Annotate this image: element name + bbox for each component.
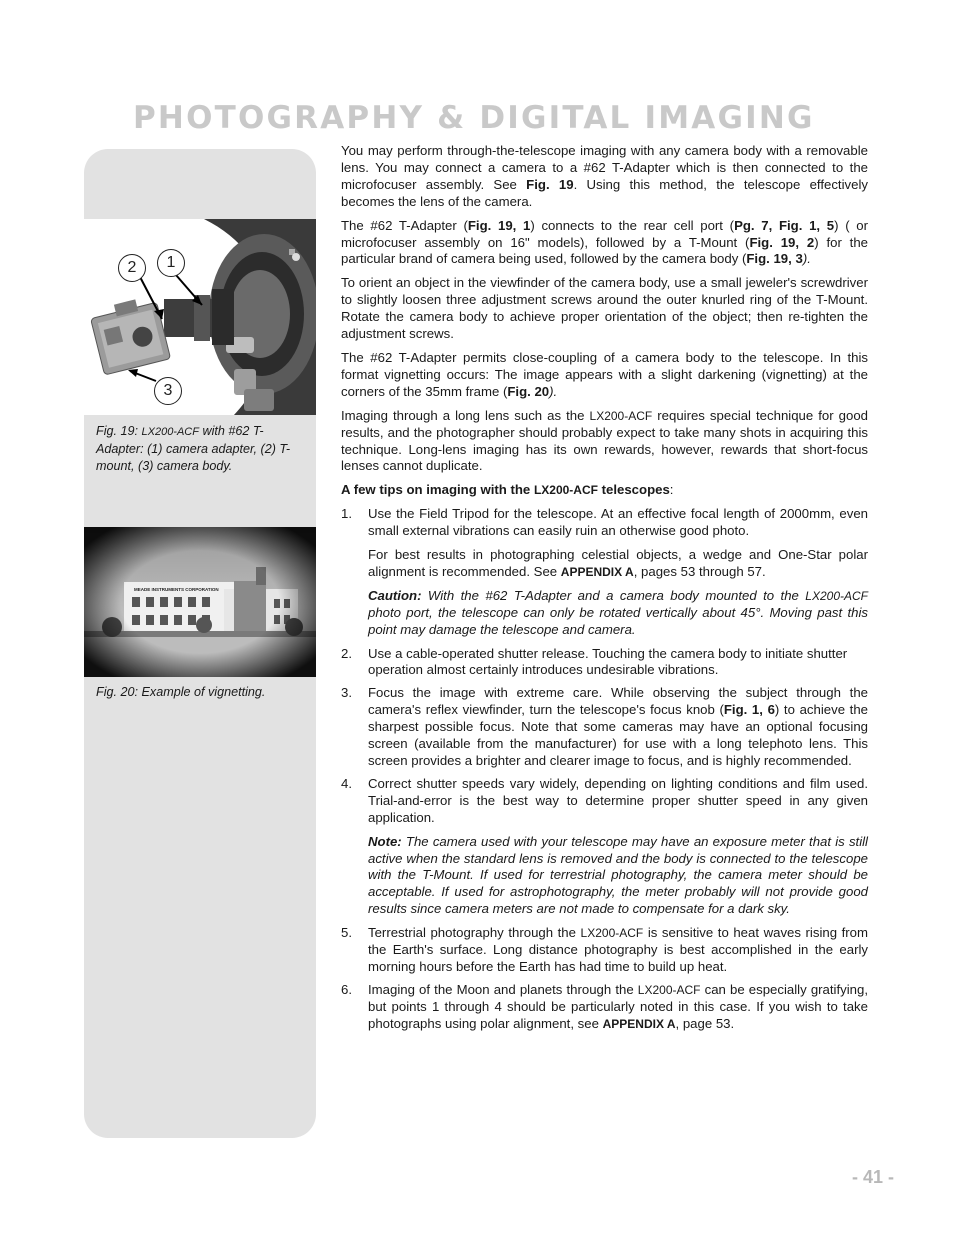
callout-2: 2 [118, 254, 146, 282]
tips-list [341, 506, 868, 1032]
figure-19-caption: Fig. 19: LX200-ACF with #62 T-Adapter: (1) camera adapter, (2) T-mount, (3) camera body. [96, 424, 291, 473]
tips-heading: A few tips on imaging with the LX200-ACF telescopes: [341, 482, 674, 498]
list-item: 1. Use the Field Tripod for the telescope. At an effective focal length of 2000mm, even small external vibrations can easily ruin an otherwise good photo. For best results in photographing celestial objects, a wedge and One-Star polar alignment is recommended. See APPENDIX A, pages 53 through 57. Caution: With the #62 T-Adapter and a camera body mounted to the LX200-ACF photo port, the telescope can only be rotated vertically about 45°. Moving past this point may damage the telescope and camera. [341, 506, 868, 637]
list-item: 3. Focus the image with extreme care. While observing the subject through the camera's reflex viewfinder, turn the telescope's focus knob (Fig. 1, 6) to achieve the sharpest possible focus. Note that some cameras may have an optional focusing screen (available from the manufacturer) for use with a long telephoto lens. This screen provides a brighter and clearer image to focus, and is highly recommended. [341, 685, 868, 768]
caution-note: Caution: With the #62 T-Adapter and a camera body mounted to the LX200-ACF photo port, the telescope can only be rotated vertically about 45°. Moving past this point may damage the telescope and camera. [368, 587, 868, 637]
callout-3: 3 [154, 377, 182, 405]
main-text-column [341, 143, 868, 1039]
paragraph-t-adapter: The #62 T-Adapter (Fig. 19, 1) connects to the rear cell port (Pg. 7, Fig. 1, 5) ( or microfocuser assembly on 16" models), followed by a T-Mount (Fig. 19, 2) for the particular brand of camera being used, followed by the camera body (Fig. 19, 3). [341, 217, 868, 267]
list-item: 4. Correct shutter speeds vary widely, depending on lighting conditions and film used. Trial-and-error is the best way to determine proper shutter speed in any given application. Note: The camera used with your telescope may have an exposure meter that is still active when the standard lens is removed and the body is connected to the telescope with the T-Mount. If used for terrestrial photography, the camera meter should be acceptable. If used for astrophotography, the meter probably will not provide good results since camera meters are not made to compensate for a dark sky. [341, 775, 868, 917]
list-item: 5. Terrestrial photography through the LX200-ACF is sensitive to heat waves rising from the Earth's surface. Long distance photography is best accomplished in the early morning hours before the Earth has had time to build up heat. [341, 925, 868, 974]
telescope-camera-illustration [84, 219, 316, 415]
exposure-meter-note: Note: The camera used with your telescope may have an exposure meter that is still active when the standard lens is removed and the body is connected to the telescope with the T-Mount. If used for terrestrial photography, the camera meter should be acceptable. If used for astrophotography, the meter probably will not provide good results since camera meters are not made to compensate for a dark sky. [368, 833, 868, 917]
paragraph-vignetting: The #62 T-Adapter permits close-coupling of a camera body to the telescope. In this format vignetting occurs: The image appears with a slight darkening (vignetting) at the corners of the 35mm frame (Fig. 20). [341, 349, 868, 399]
vignetting-photo [84, 527, 316, 677]
page-title: PHOTOGRAPHY & DIGITAL IMAGING [133, 100, 815, 136]
paragraph-long-lens: Imaging through a long lens such as the LX200-ACF requires special technique for good results, and the photographer should probably expect to take many shots in acquiring this technique. Long-lens imaging has its own rewards, however, rewards that short-focus lenses cannot duplicate. [341, 407, 869, 474]
list-item: 6. Imaging of the Moon and planets through the LX200-ACF can be especially gratifying, but points 1 through 4 should be particularly noted in this case. If you wish to take photographs using polar alignment, see APPENDIX A, page 53. [341, 981, 868, 1031]
figure-20-image [84, 527, 316, 677]
callout-1: 1 [157, 249, 185, 277]
list-item: 2. Use a cable-operated shutter release. Touching the camera body to initiate shutter operation almost certainly introduces undesirable vibrations. [341, 645, 848, 678]
paragraph-orient: To orient an object in the viewfinder of the camera body, use a small jeweler's screwdriver to slightly loosen three adjustment screws around the outer knurled ring of the T-Mount. Rotate the camera body to achieve proper orientation of the object; then re-tighten the adjustment screws. [341, 275, 868, 342]
figure-20-caption: Fig. 20: Example of vignetting. [96, 685, 266, 699]
paragraph-intro: You may perform through-the-telescope imaging with any camera body with a removable lens. You may connect a camera to a #62 T-Adapter which is then connected to the microfocuser assembly. See Fig. 19. Using this method, the telescope effectively becomes the lens of the camera. [341, 143, 868, 209]
figure-19-image [84, 219, 316, 415]
page-number: - 41 - [852, 1167, 895, 1187]
